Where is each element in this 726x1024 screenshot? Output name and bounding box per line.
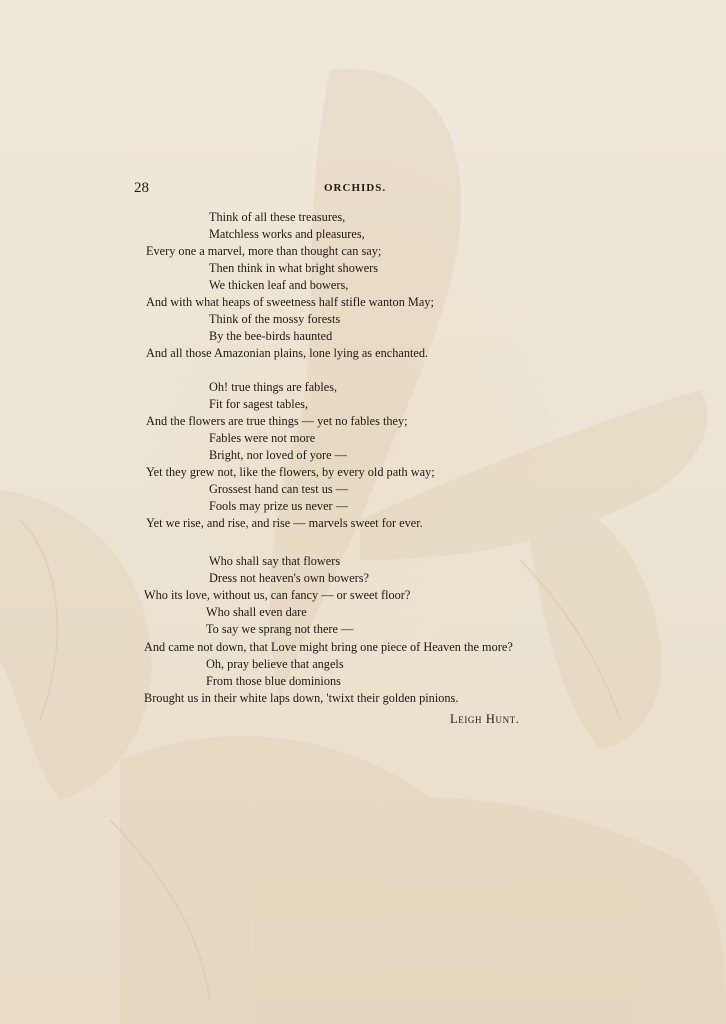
poem-line: Dress not heaven's own bowers? bbox=[209, 571, 369, 585]
poem-line: From those blue dominions bbox=[206, 674, 341, 688]
poem-line: Oh! true things are fables, bbox=[209, 380, 338, 394]
poem-line: Bright, nor loved of yore — bbox=[209, 448, 347, 462]
poem-line: And all those Amazonian plains, lone lying as enchanted. bbox=[146, 346, 429, 360]
poem-line: Matchless works and pleasures, bbox=[209, 227, 365, 241]
poem-line: And came not down, that Love might bring one piece of Heaven the more? bbox=[144, 640, 513, 654]
poem-line: Think of the mossy forests bbox=[209, 312, 341, 326]
poem-attribution: Leigh Hunt. bbox=[450, 712, 520, 726]
poem-line: Fit for sagest tables, bbox=[209, 397, 309, 411]
poem-line: Then think in what bright showers bbox=[209, 261, 379, 275]
poem-line: By the bee-birds haunted bbox=[209, 329, 333, 343]
poem-line: And with what heaps of sweetness half stifle wanton May; bbox=[146, 295, 434, 309]
poem-line: Think of all these treasures, bbox=[209, 210, 346, 224]
poem-line: Yet we rise, and rise, and rise — marvels sweet for ever. bbox=[146, 516, 423, 530]
poem-line: Fools may prize us never — bbox=[209, 499, 348, 513]
poem-line: Brought us in their white laps down, 'twixt their golden pinions. bbox=[144, 691, 459, 705]
page-number: 28 bbox=[134, 180, 149, 196]
poem-line: Yet they grew not, like the flowers, by every old path way; bbox=[146, 465, 435, 479]
poem-line: Grossest hand can test us — bbox=[209, 482, 349, 496]
poem-line: We thicken leaf and bowers, bbox=[209, 278, 349, 292]
poem-line: Fables were not more bbox=[209, 431, 316, 445]
poem-line: Who its love, without us, can fancy — or sweet floor? bbox=[144, 588, 411, 602]
poem-line: Who shall say that flowers bbox=[209, 554, 341, 568]
poem-line: Every one a marvel, more than thought can say; bbox=[146, 244, 382, 258]
poem-line: And the flowers are true things — yet no fables they; bbox=[146, 414, 408, 428]
poem-line: To say we sprang not there — bbox=[206, 622, 354, 636]
poem-line: Who shall even dare bbox=[206, 605, 307, 619]
poem-line: Oh, pray believe that angels bbox=[206, 657, 344, 671]
page-header bbox=[0, 180, 726, 200]
running-title: ORCHIDS. bbox=[324, 182, 387, 194]
